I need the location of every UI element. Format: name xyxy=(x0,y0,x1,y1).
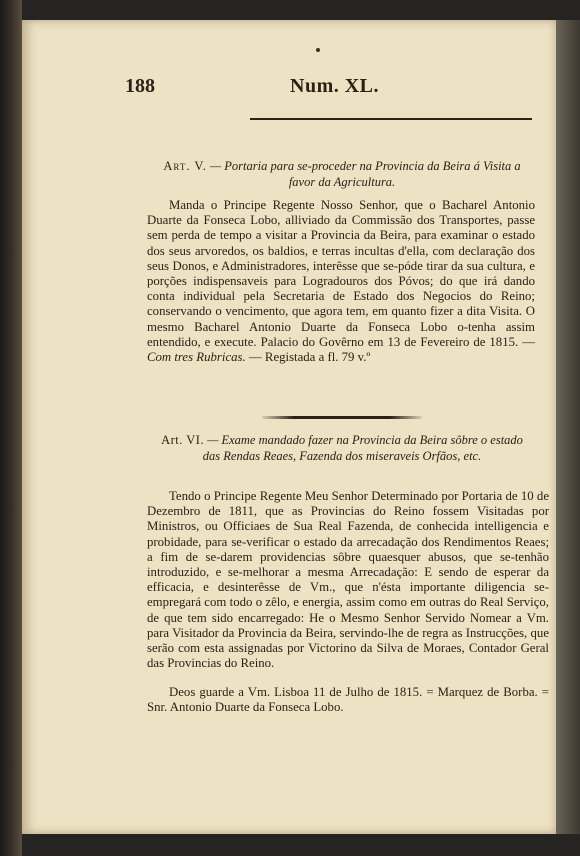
article-6-label: Art. VI. xyxy=(161,433,205,447)
book-spine-shadow xyxy=(0,0,22,856)
article-6-heading xyxy=(152,432,532,464)
header-rule xyxy=(250,118,532,120)
article-5-body xyxy=(147,198,535,365)
article-6-body: Tendo o Principe Regente Meu Senhor Determinado por Portaria de 10 de Dezembro de 1811, que as Provincias do Reino fossem Visitadas por Ministros, ou Officiaes de Sua Real Fazenda, de conhecida intelligencia e probidade, para se-verificar o estado da arrecadação dos Rendimentos Reaes; a fim de se-darem providencias sôbre quaesquer abusos, que se-tenhão introduzido, e se-melhorar a mesma Arrecadação: E sendo de esperar da efficacia, e desinterêsse de Vm., que n'ésta importante diligencia se-empregará com todo o zêlo, e energia, assim como em outras do Real Serviço, de que tem sido encarregado: He o Mesmo Senhor Servido Nomear a Vm. para Visitador da Provincia da Beira, servindo-lhe de regra as Instrucções, que serão com esta assignadas por Victorino da Silva de Moraes, Contador Geral das Provincias do Reino. xyxy=(147,489,549,671)
ink-dot xyxy=(316,48,320,52)
article-6-title: — Exame mandado fazer na Provincia da Beira sôbre o estado das Rendas Reaes, Fazenda dos miseraveis Orfãos, etc. xyxy=(202,433,523,463)
page-number: 188 xyxy=(125,75,155,97)
running-head: Num. XL. xyxy=(290,75,380,97)
page-header xyxy=(22,75,556,115)
article-6-closing: Deos guarde a Vm. Lisboa 11 de Julho de 1815. = Marquez de Borba. = Snr. Antonio Duarte da Fonseca Lobo. xyxy=(147,685,549,715)
article-5-rubrics: Com tres Rubricas. xyxy=(147,350,246,365)
article-5-body-main: Manda o Principe Regente Nosso Senhor, que o Bacharel Antonio Duarte da Fonseca Lobo, alliviado da Commissão dos Transportes, passe sem perda de tempo a visitar a Provincia da Beira, para examinar o estado dos seus arvoredos, os baldios, e terras incultas d'ella, com declaração dos seus Donos, e Administradores, interêsse que se-póde tirar da sua cultura, e porções indispensaveis para Logradouros dos Póvos; do que irá dando conta individual pela Secretaria de Estado dos Negocios do Reino; conservando o vencimento, que agora tem, em quanto fizer a dita Visita. O mesmo Bacharel Antonio Duarte da Fonseca Lobo o-tenha assim entendido, e execute. Palacio do Govêrno em 13 de Fevereiro de 1815. — xyxy=(147,198,535,349)
article-5-registry: — Registada a fl. 79 v.º xyxy=(248,350,371,365)
book-page xyxy=(22,20,556,834)
article-5-label: Art. V. xyxy=(163,159,207,173)
book-page-edge xyxy=(556,20,580,834)
article-5-title: — Portaria para se-proceder na Provincia da Beira á Visita a favor da Agricultura. xyxy=(210,159,521,189)
section-ornament-rule xyxy=(262,416,422,419)
article-5-heading xyxy=(152,158,532,190)
